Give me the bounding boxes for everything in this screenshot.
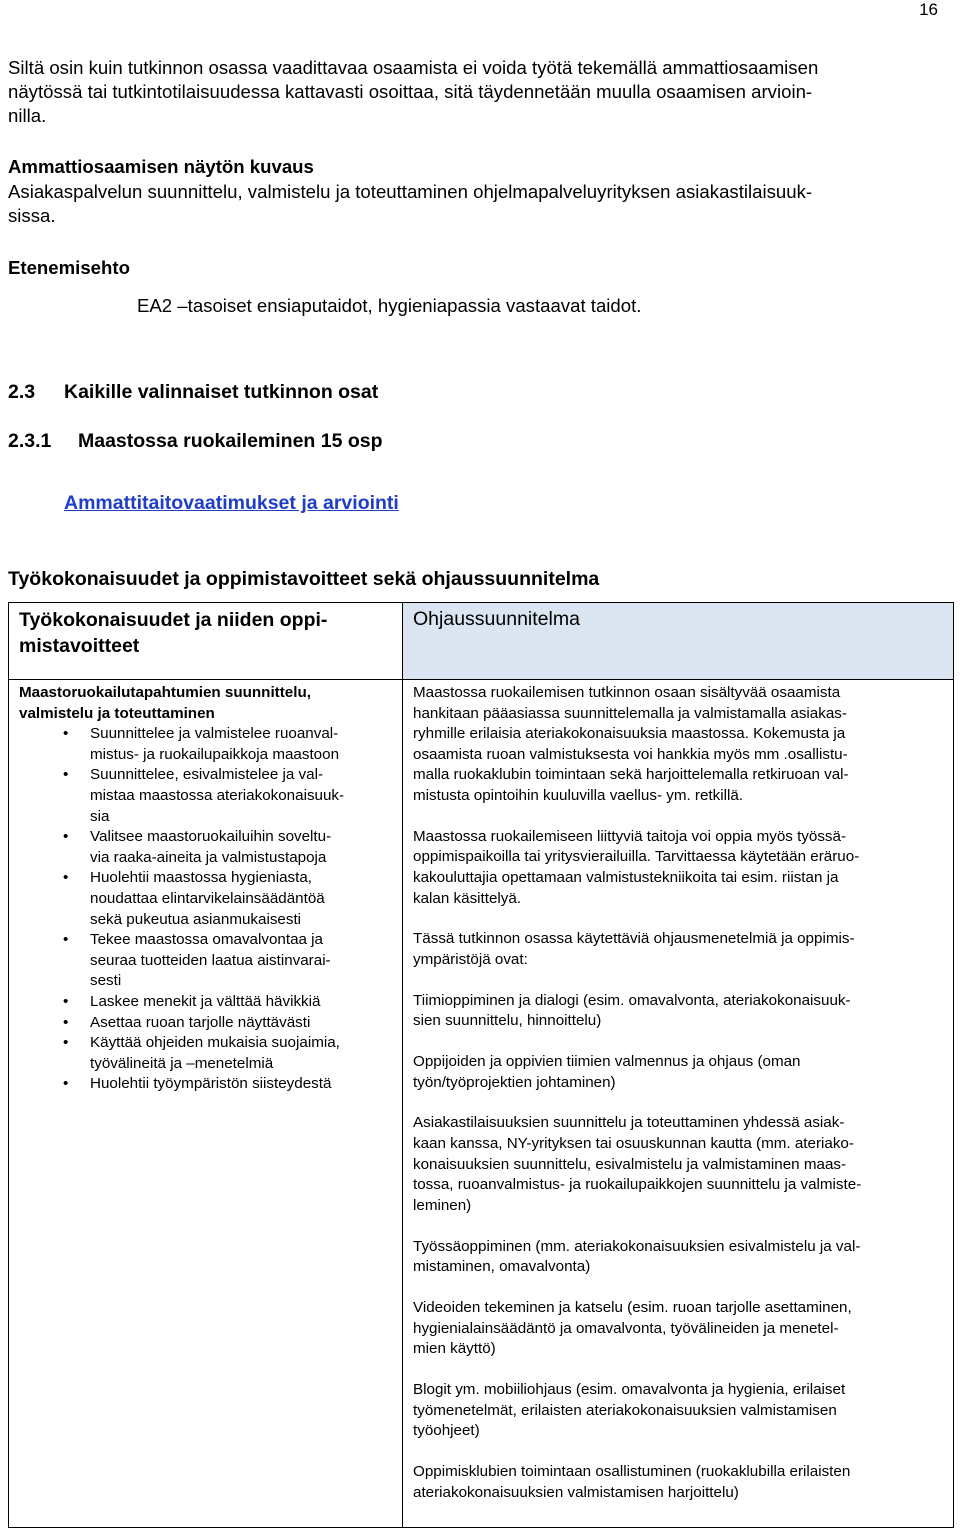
guidance-paragraph: Oppijoiden ja oppivien tiimien valmennus ja ohjaus (oman työn/työprojektien johtaminen) [413, 1053, 801, 1091]
intro-line: nilla. [8, 105, 47, 126]
section-title: Maastossa ruokaileminen 15 osp [78, 430, 383, 452]
table-header-row [9, 603, 953, 680]
guidance-paragraph: Tässä tutkinnon osassa käytettäviä ohjausmenetelmiä ja oppimis- ympäristöjä ovat: [413, 930, 855, 968]
section-heading-2-3-1 [8, 429, 383, 453]
demo-line: sissa. [8, 205, 56, 226]
guidance-paragraph: Oppimisklubien toimintaan osallistuminen (ruokaklubilla erilaisten ateriakokonaisuuksien valmistamisen harjoittelu) [413, 1462, 851, 1501]
header-cell-guidance-plan [403, 603, 953, 679]
list-item: • Valitsee maastoruokailuihin soveltu- via raaka-aineita ja valmistustapoja [63, 828, 332, 866]
guidance-paragraph: Työssäoppiminen (mm. ateriakokonaisuuksien esivalmistelu ja val- mistaminen, omavalvonta) [413, 1237, 861, 1276]
section-number: 2.3.1 [8, 430, 52, 452]
goals-title-line: valmistelu ja toteuttaminen [19, 704, 215, 722]
prereq-heading: Etenemisehto [8, 257, 130, 278]
bullet-icon: • [63, 869, 69, 887]
list-item: • Asettaa ruoan tarjolle näyttävästi [19, 1013, 389, 1034]
bullet-icon: • [63, 725, 69, 743]
page-number: 16 [919, 0, 938, 19]
requirements-link[interactable]: Ammattitaitovaatimukset ja arviointi [64, 492, 399, 514]
learning-goals-cell [19, 683, 389, 1095]
demo-heading: Ammattiosaamisen näytön kuvaus [8, 156, 314, 177]
list-item: • Käyttää ohjeiden mukaisia suojaimia, työvälineitä ja –menetelmiä [63, 1034, 340, 1072]
header-line: Työkokonaisuudet ja niiden oppi- [19, 609, 328, 631]
intro-line: näytössä tai tutkintotilaisuudessa kattavasti osoittaa, sitä täydennetään muulla osaamisen arvioin- [8, 81, 813, 102]
list-item: • Suunnittelee ja valmistelee ruoanval- mistus- ja ruokailupaikkoja maastoon [63, 725, 340, 763]
guidance-paragraph: Blogit ym. mobiiliohjaus (esim. omavalvonta ja hygienia, erilaiset työmenetelmät, erilaisten ateriakokonaisuuksien valmistamisen työohjeet) [413, 1380, 846, 1440]
table-title: Työkokonaisuudet ja oppimistavoitteet sekä ohjaussuunnitelma [8, 568, 600, 590]
section-number: 2.3 [8, 381, 36, 403]
bullet-icon: • [63, 766, 69, 784]
header-label: Ohjaussuunnitelma [413, 608, 580, 630]
demo-description [8, 180, 958, 228]
goals-title-line: Maastoruokailutapahtumien suunnittelu, [19, 684, 311, 701]
bullet-icon: • [63, 1013, 69, 1031]
goals-list [19, 724, 389, 1095]
list-item: • Suunnittelee, esivalmistelee ja val- mistaa maastossa ateriakokonaisuuk- sia [63, 766, 345, 825]
guidance-paragraph: Videoiden tekeminen ja katselu (esim. ruoan tarjolle asettaminen, hygienialainsäädäntö ja omavalvonta, työvälineiden ja menetel- mien käyttö) [413, 1298, 852, 1358]
guidance-paragraph: Tiimioppiminen ja dialogi (esim. omavalvonta, ateriakokonaisuuk- sien suunnittelu, hinnoittelu) [413, 991, 851, 1030]
list-item: • Huolehtii työympäristön siisteydestä [19, 1074, 389, 1095]
guidance-plan-cell [413, 683, 945, 1523]
intro-line: Siltä osin kuin tutkinnon osassa vaadittavaa osaamista ei voida työtä tekemällä ammattiosaamisen [8, 57, 819, 78]
column-divider [402, 603, 403, 1527]
guidance-paragraph: Maastossa ruokailemisen tutkinnon osaan sisältyvää osaamista hankitaan pääasiassa suunnittelemalla ja valmistamalla asiakas- ryhmille erilaisia ateriakokonaisuuksia maastossa. Kokemusta ja osaamista ruoan valmistuksesta voi hankkia myös mm .osallistu- malla ruokaklubin toimintaan sekä harjoittelemalla retkiruoan val- mistusta opintoihin kuuluvilla vaellus- ym. retkillä. [413, 684, 849, 804]
bullet-icon: • [63, 992, 69, 1010]
bullet-icon: • [63, 1034, 69, 1052]
guidance-paragraph: Maastossa ruokailemiseen liittyviä taitoja voi oppia myös työssä- oppimispaikoilla tai yritysvierailuilla. Tarvittaessa käytetään eräruo- kakouluttajia opettamaan valmistustekniikoita tai esim. riistan ja kalan käsittelyä. [413, 827, 860, 907]
header-cell-work-entities [9, 603, 402, 679]
header-line: mistavoitteet [19, 635, 140, 657]
guidance-table [8, 602, 954, 1528]
guidance-paragraph: Asiakastilaisuuksien suunnittelu ja toteuttaminen yhdessä asiak- kaan kanssa, NY-yrityksen tai osuuskunnan kautta (mm. ateriako- konaisuuksien suunnittelu, esivalmistelu ja valmistaminen maas- tossa, ruoanvalmistus- ja ruokailupaikkojen suunnittelu ja valmiste- leminen) [413, 1114, 862, 1214]
intro-paragraph [8, 56, 958, 128]
list-item: • Laskee menekit ja välttää hävikkiä [19, 992, 389, 1013]
bullet-icon: • [63, 1075, 69, 1093]
demo-line: Asiakaspalvelun suunnittelu, valmistelu ja toteuttaminen ohjelmapalveluyrityksen asiakastilaisuuk- [8, 181, 813, 202]
list-item: • Tekee maastossa omavalvontaa ja seuraa tuotteiden laatua aistinvarai- sesti [63, 931, 331, 990]
section-heading-2-3 [8, 380, 378, 404]
list-item: • Huolehtii maastossa hygieniasta, noudattaa elintarvikelainsäädäntöä sekä pukeutua asianmukaisesti [63, 869, 325, 928]
section-title: Kaikille valinnaiset tutkinnon osat [64, 381, 379, 403]
bullet-icon: • [63, 828, 69, 846]
bullet-icon: • [63, 931, 69, 949]
goals-title [19, 683, 389, 724]
prereq-text: EA2 –tasoiset ensiaputaidot, hygieniapassia vastaavat taidot. [137, 295, 642, 316]
